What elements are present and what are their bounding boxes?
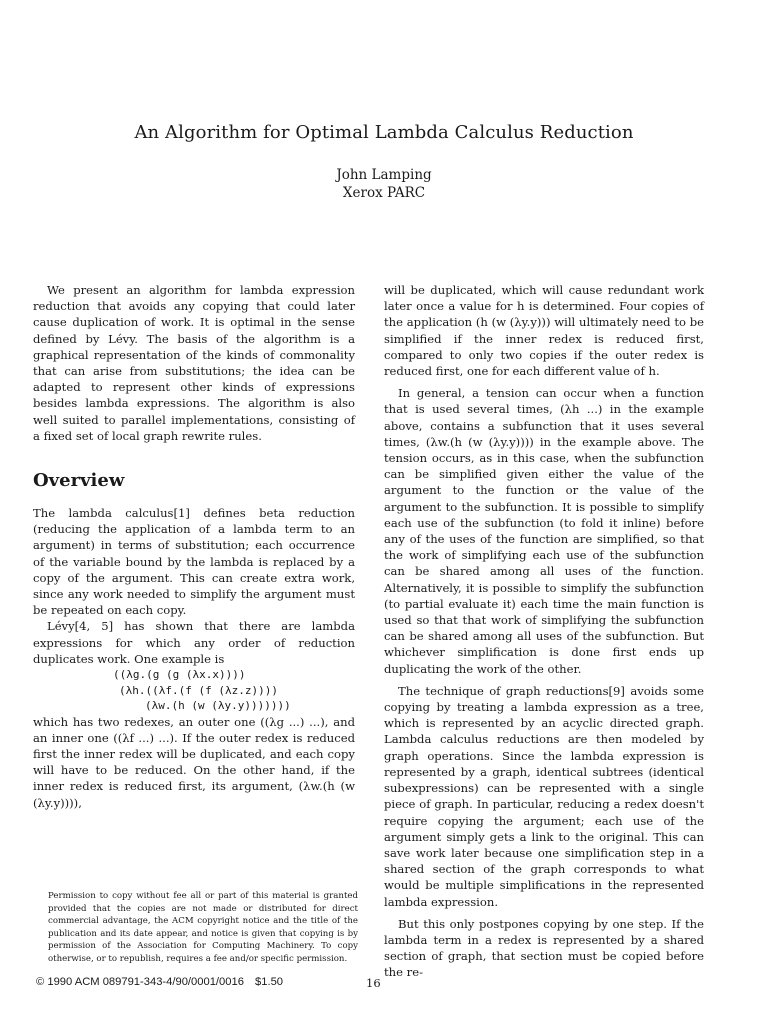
- price: $1.50: [255, 976, 284, 988]
- right-column: [384, 282, 704, 981]
- right-paragraph-2: In general, a tension can occur when a function that is used several times, (λh ...) in the example above, contains a subfunction that it uses several times, (λw.(h (w (λy.y)))) in the example above. The tension occurs, as in this case, when the subfunction can be simplified given either the value of the argument to the function or the value of the argument to the subfunction. It is possible to simplify each use of the subfunction (to fold it inline) before any of the uses of the function are simplified, so that the work of simplifying each use of the subfunction can be shared among all uses of the function. Alternatively, it is possible to simplify the subfunction (to partial evaluate it) each time the main function is used so that that work of simplifying the subfunction can be shared among all uses of the subfunction. But whichever simplification is done first ends up duplicating the work of the other.: [384, 386, 704, 676]
- permission-notice: Permission to copy without fee all or part of this material is granted provided that the copies are not made or distributed for direct commercial advantage, the ACM copyright notice and the title of the publication and its date appear, and notice is given that copying is by permission of the Association for Computing Machinery. To copy otherwise, or to republish, requires a fee and/or specific permission.: [48, 891, 358, 964]
- right-paragraph-3: The technique of graph reductions[9] avoids some copying by treating a lambda expression as a tree, which is represented by an acyclic directed graph. Lambda calculus reductions are then modeled by graph operations. Since the lambda expression is represented by a graph, identical subtrees (identical subexpressions) can be represented with a single piece of graph. In particular, reducing a redex doesn't require copying the argument; each use of the argument simply gets a link to the original. This can save work later because one simplification step in a shared section of the graph corresponds to what would be multiple simplifications in the represented lambda expression.: [384, 683, 704, 909]
- abstract-text: We present an algorithm for lambda expression reduction that avoids any copying that could later cause duplication of work. It is optimal in the sense defined by Lévy. The basis of the algorithm is a graphical representation of the kinds of commonality that can arise from substitutions; the idea can be adapted to represent other kinds of expressions besides lambda expressions. The algorithm is also well suited to parallel implementations, consisting of a fixed set of local graph rewrite rules.: [33, 283, 355, 443]
- author-name: John Lamping: [336, 167, 432, 183]
- copyright-text: © 1990 ACM 089791-343-4/90/0001/0016: [36, 976, 244, 988]
- page-number: 16: [366, 976, 381, 990]
- right-paragraph-4: But this only postpones copying by one step. If the lambda term in a redex is represented by a shared section of graph, that section must be copied before the re-: [384, 916, 704, 980]
- paper-title: An Algorithm for Optimal Lambda Calculus Reduction: [134, 122, 634, 143]
- section-heading-overview: Overview: [33, 470, 125, 491]
- formula-line-3: (λw.(h (w (λy.y))))))): [145, 699, 291, 713]
- overview-paragraph-1: The lambda calculus[1] defines beta reduction (reducing the application of a lambda term to an argument) in terms of substitution; each occurrence of the variable bound by the lambda is replaced by a copy of the argument. This can create extra work, since any work needed to simplify the argument must be repeated on each copy.: [33, 506, 355, 618]
- abstract: [33, 282, 355, 444]
- copyright-line: [36, 976, 291, 988]
- right-paragraph-1: will be duplicated, which will cause redundant work later once a value for h is determined. Four copies of the application (h (w (λy.y))) will ultimately need to be simplified if the inner redex is reduced first, compared to only two copies if the outer redex is reduced first, one for each different value of h.: [384, 283, 704, 379]
- formula-line-2: (λh.((λf.(f (f (λz.z)))): [119, 683, 278, 697]
- author-affiliation: Xerox PARC: [342, 185, 426, 201]
- overview-body: [33, 505, 355, 811]
- overview-paragraph-3: which has two redexes, an outer one ((λg ...) ...), and an inner one ((λf ...) ...). If the outer redex is reduced first the inner redex will be duplicated, and each copy will have to be reduced. On the other hand, if the inner redex is reduced first, its argument, (λw.(h (w (λy.y)))),: [33, 714, 355, 810]
- formula-line-1: ((λg.(g (g (λx.x)))): [113, 668, 246, 682]
- overview-paragraph-2: Lévy[4, 5] has shown that there are lambda expressions for which any order of reduction duplicates work. One example is: [33, 619, 355, 666]
